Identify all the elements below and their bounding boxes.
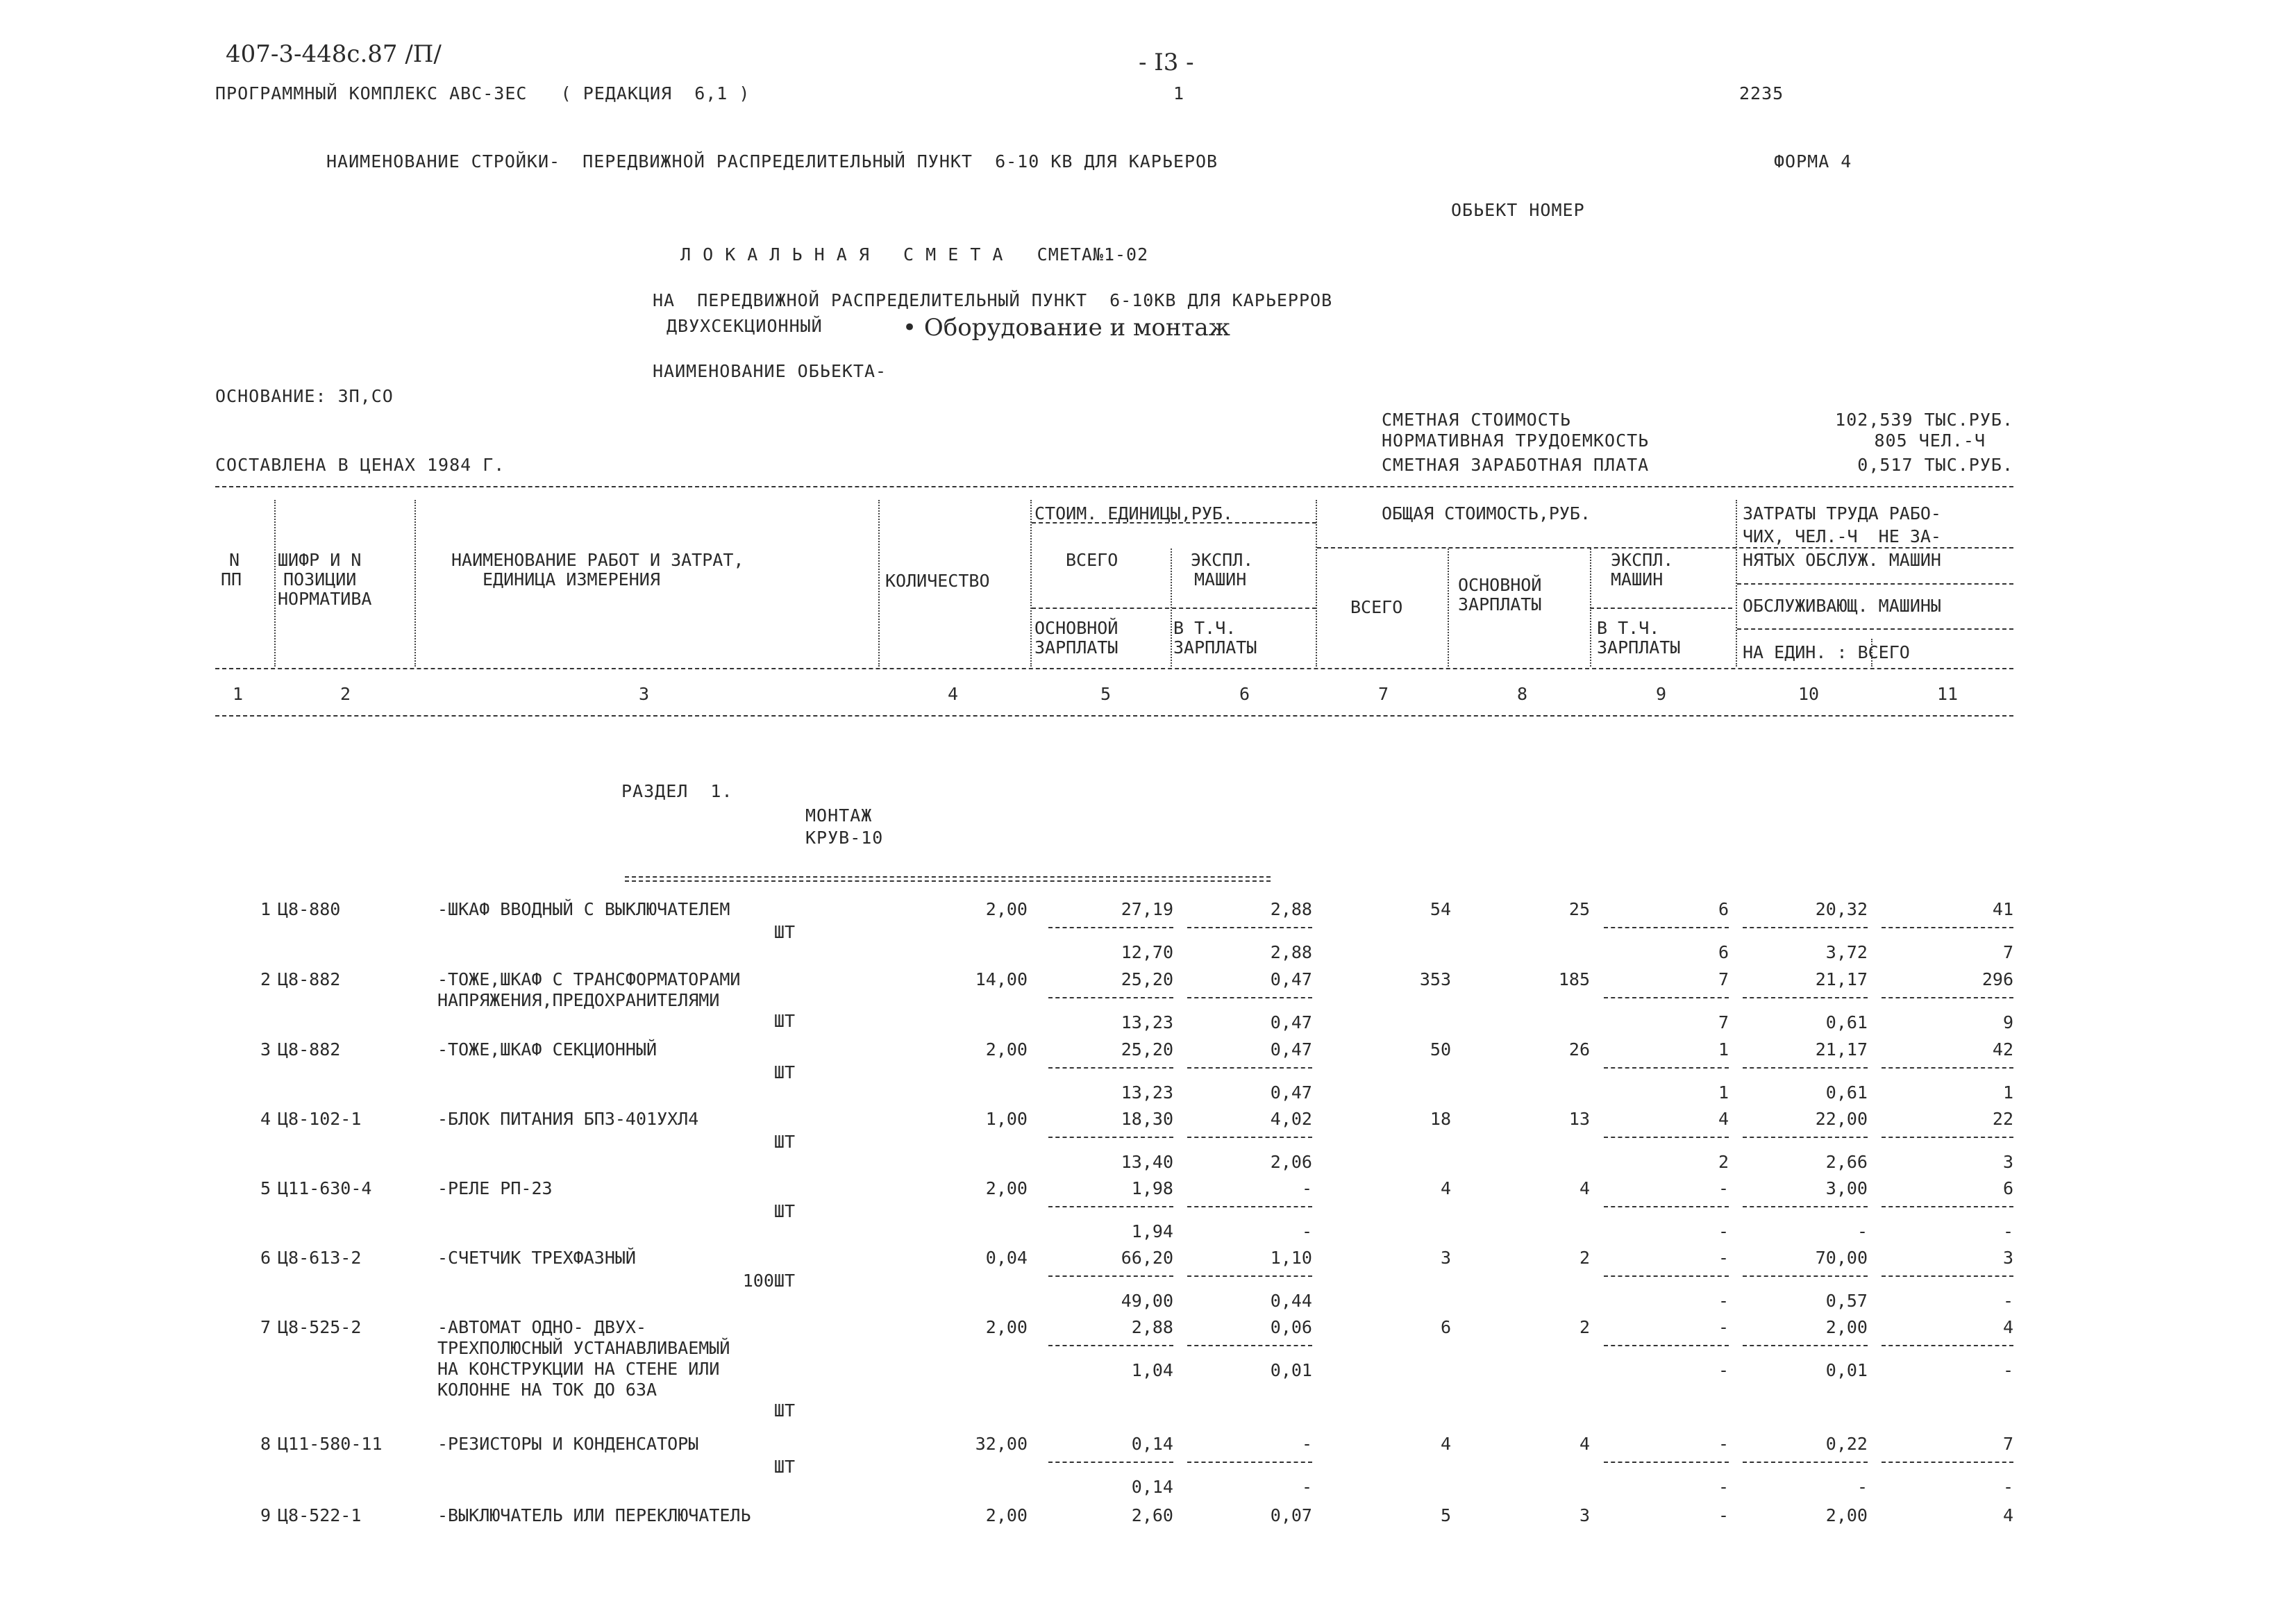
rule-labor-2 (1737, 628, 2013, 630)
doc-title: Л О К А Л Ь Н А Я С М Е Т А СМЕТА№1-02 (680, 244, 1149, 265)
page-number: - I3 - (1139, 49, 1194, 76)
row-8-total-cost: 4 (1440, 1434, 1451, 1454)
row-3-wage-in-machines-total: 1 (1718, 1082, 1729, 1103)
row-8-machine-labor-unit: - (1857, 1477, 1868, 1497)
row-6-basic-wage: 2 (1579, 1248, 1590, 1268)
summary-label-1: СМЕТНАЯ СТОИМОСТЬ (1382, 410, 1571, 430)
row-2-unit-cost-machines: 0,47 (1270, 969, 1312, 989)
row-5-unit: ШТ (773, 1201, 795, 1221)
row-4-basic-wage: 13 (1568, 1109, 1590, 1129)
row-2-quantity: 14,00 (975, 969, 1028, 989)
row-1-unit: ШТ (773, 922, 795, 942)
row-4-code: Ц8-102-1 (278, 1109, 362, 1129)
summary-label-3: СМЕТНАЯ ЗАРАБОТНАЯ ПЛАТА (1382, 455, 1650, 475)
row-1-number: 1 (260, 899, 271, 919)
colnum-7: 7 (1378, 684, 1389, 704)
row-1-machines-total: 6 (1718, 899, 1729, 919)
rule-unit-cost-sub (1032, 608, 1316, 609)
col2-line1: ШИФР И N (278, 550, 362, 570)
row-5-labor-total: 6 (2002, 1178, 2013, 1198)
colnum-6: 6 (1239, 684, 1250, 704)
row-6-rule-col9 (1604, 1275, 1729, 1277)
colnum-4: 4 (948, 684, 959, 704)
row-4-machine-labor-unit: 2,66 (1825, 1152, 1868, 1172)
col3-line1: НАИМЕНОВАНИЕ РАБОТ И ЗАТРАТ, (451, 550, 744, 570)
row-5-total-cost: 4 (1440, 1178, 1451, 1198)
row-5-machines-total: - (1718, 1178, 1729, 1198)
col9-line1: ЭКСПЛ. (1611, 550, 1674, 570)
row-2-labor-total: 296 (1981, 969, 2013, 989)
row-3-unit-cost-machines: 0,47 (1270, 1039, 1312, 1060)
colnum-10: 10 (1798, 684, 1820, 704)
document-code: 407-3-448с.87 /П/ (226, 40, 442, 68)
col2-line3: НОРМАТИВА (278, 589, 372, 609)
row-1-unit-cost-machines: 2,88 (1270, 899, 1312, 919)
row-2-name-line-1: -ТОЖЕ,ШКАФ С ТРАНСФОРМАТОРАМИ (437, 969, 741, 989)
row-6-unit: 100ШТ (742, 1271, 795, 1291)
row-9-total-cost: 5 (1440, 1505, 1451, 1525)
row-3-machines-total: 1 (1718, 1039, 1729, 1060)
row-5-basic-wage: 4 (1579, 1178, 1590, 1198)
row-7-rule-col9 (1604, 1345, 1729, 1346)
construction-name: НАИМЕНОВАНИЕ СТРОЙКИ- ПЕРЕДВИЖНОЙ РАСПРЕДЕЛИТЕЛЬНЫЙ ПУНКТ 6-10 КВ ДЛЯ КАРЬЕРОВ (326, 151, 1218, 171)
col3-line2: ЕДИНИЦА ИЗМЕРЕНИЯ (483, 569, 660, 589)
row-5-unit-cost-total: 1,98 (1131, 1178, 1173, 1198)
row-6-number: 6 (260, 1248, 271, 1268)
row-9-name-line-1: -ВЫКЛЮЧАТЕЛЬ ИЛИ ПЕРЕКЛЮЧАТЕЛЬ (437, 1505, 751, 1525)
row-4-name-line-1: -БЛОК ПИТАНИЯ БПЗ-401УХЛ4 (437, 1109, 699, 1129)
row-7-labor-total: 4 (2002, 1317, 2013, 1337)
row-2-machine-labor-total: 9 (2002, 1012, 2013, 1032)
col9-line3: В Т.Ч. (1597, 618, 1660, 638)
row-7-name-line-1: -АВТОМАТ ОДНО- ДВУХ- (437, 1317, 647, 1337)
labor-line3: НЯТЫХ ОБСЛУЖ. МАШИН (1743, 550, 1941, 570)
row-8-rule-col9 (1604, 1462, 1729, 1463)
row-8-basic-wage-unit: 0,14 (1131, 1477, 1173, 1497)
row-5-rule-col11 (1882, 1206, 2013, 1207)
row-8-quantity: 32,00 (975, 1434, 1028, 1454)
rule-col9-sub (1590, 608, 1732, 609)
row-3-basic-wage: 26 (1568, 1039, 1590, 1060)
sep-4 (1030, 500, 1032, 667)
row-4-basic-wage-unit: 13,40 (1121, 1152, 1173, 1172)
row-7-wage-in-machines: 0,01 (1270, 1360, 1312, 1380)
row-7-labor-per-unit: 2,00 (1825, 1317, 1868, 1337)
row-2-total-cost: 353 (1419, 969, 1451, 989)
row-7-name-line-4: КОЛОННЕ НА ТОК ДО 63А (437, 1380, 657, 1400)
row-5-name-line-1: -РЕЛЕ РП-23 (437, 1178, 553, 1198)
row-3-rule-col6 (1187, 1067, 1312, 1069)
rule-total-cost (1317, 547, 2013, 549)
row-5-machine-labor-unit: - (1857, 1221, 1868, 1241)
header-rule-top (215, 486, 2013, 487)
sep-2 (414, 500, 416, 667)
row-9-basic-wage: 3 (1579, 1505, 1590, 1525)
code-right: 2235 (1739, 83, 1784, 103)
colnum-3: 3 (639, 684, 650, 704)
labor-sub: ОБСЛУЖИВАЮЩ. МАШИНЫ (1743, 596, 1941, 616)
colnum-8: 8 (1517, 684, 1528, 704)
row-3-machine-labor-unit: 0,61 (1825, 1082, 1868, 1103)
row-6-unit-cost-machines: 1,10 (1270, 1248, 1312, 1268)
section-label: РАЗДЕЛ 1. (621, 781, 733, 801)
row-1-basic-wage-unit: 12,70 (1121, 942, 1173, 962)
row-7-unit-cost-total: 2,88 (1131, 1317, 1173, 1337)
row-6-machine-labor-total: - (2002, 1291, 2013, 1311)
row-3-labor-per-unit: 21,17 (1815, 1039, 1868, 1060)
row-7-code: Ц8-525-2 (278, 1317, 362, 1337)
row-7-basic-wage-unit: 1,04 (1131, 1360, 1173, 1380)
row-6-rule-col11 (1882, 1275, 2013, 1277)
row-4-labor-total: 22 (1992, 1109, 2013, 1129)
row-5-machine-labor-total: - (2002, 1221, 2013, 1241)
row-5-code: Ц11-630-4 (278, 1178, 372, 1198)
row-7-unit-cost-machines: 0,06 (1270, 1317, 1312, 1337)
summary-value-1: 102,539 ТЫС.РУБ. (1835, 410, 2013, 430)
row-3-rule-col9 (1604, 1067, 1729, 1069)
row-8-machines-total: - (1718, 1434, 1729, 1454)
row-8-unit-cost-machines: - (1301, 1434, 1312, 1454)
marker: 1 (1173, 83, 1185, 103)
sep-3 (878, 500, 880, 667)
row-5-wage-in-machines-total: - (1718, 1221, 1729, 1241)
colnum-5: 5 (1100, 684, 1112, 704)
row-3-quantity: 2,00 (985, 1039, 1028, 1060)
row-6-rule-col6 (1187, 1275, 1312, 1277)
row-4-wage-in-machines-total: 2 (1718, 1152, 1729, 1172)
object-name: НАИМЕНОВАНИЕ ОБЬЕКТА- (653, 361, 887, 381)
row-6-machines-total: - (1718, 1248, 1729, 1268)
row-1-rule-col10 (1743, 927, 1868, 928)
row-5-rule-col6 (1187, 1206, 1312, 1207)
row-4-rule-col6 (1187, 1137, 1312, 1138)
row-1-wage-in-machines-total: 6 (1718, 942, 1729, 962)
row-7-quantity: 2,00 (985, 1317, 1028, 1337)
row-9-labor-total: 4 (2002, 1505, 2013, 1525)
row-1-rule-col9 (1604, 927, 1729, 928)
row-1-total-cost: 54 (1430, 899, 1451, 919)
row-8-unit: ШТ (773, 1457, 795, 1477)
row-5-unit-cost-machines: - (1301, 1178, 1312, 1198)
row-1-unit-cost-total: 27,19 (1121, 899, 1173, 919)
row-8-rule-col11 (1882, 1462, 2013, 1463)
row-4-rule-col10 (1743, 1137, 1868, 1138)
row-7-rule-col5 (1048, 1345, 1173, 1346)
row-3-number: 3 (260, 1039, 271, 1060)
row-4-total-cost: 18 (1430, 1109, 1451, 1129)
row-1-wage-in-machines: 2,88 (1270, 942, 1312, 962)
row-1-code: Ц8-880 (278, 899, 341, 919)
row-2-unit-cost-total: 25,20 (1121, 969, 1173, 989)
summary-label-2: НОРМАТИВНАЯ ТРУДОЕМКОСТЬ (1382, 430, 1650, 451)
row-7-total-cost: 6 (1440, 1317, 1451, 1337)
basis: ОСНОВАНИЕ: ЗП,СО (215, 386, 394, 406)
row-6-quantity: 0,04 (985, 1248, 1028, 1268)
colnum-11: 11 (1937, 684, 1959, 704)
labor-line2: ЧИХ, ЧЕЛ.-Ч НЕ ЗА- (1743, 526, 1941, 546)
row-2-code: Ц8-882 (278, 969, 341, 989)
row-8-unit-cost-total: 0,14 (1131, 1434, 1173, 1454)
col6-expl-2: МАШИН (1194, 569, 1247, 589)
summary-value-2: 805 ЧЕЛ.-Ч (1874, 430, 1986, 451)
row-8-code: Ц11-580-11 (278, 1434, 383, 1454)
col7-all: ВСЕГО (1350, 597, 1403, 617)
row-6-basic-wage-unit: 49,00 (1121, 1291, 1173, 1311)
row-4-machine-labor-total: 3 (2002, 1152, 2013, 1172)
row-7-machine-labor-total: - (2002, 1360, 2013, 1380)
col1-line1: N (229, 550, 240, 570)
row-5-basic-wage-unit: 1,94 (1131, 1221, 1173, 1241)
row-4-unit: ШТ (773, 1132, 795, 1152)
row-4-rule-col5 (1048, 1137, 1173, 1138)
row-8-labor-per-unit: 0,22 (1825, 1434, 1868, 1454)
row-4-labor-per-unit: 22,00 (1815, 1109, 1868, 1129)
total-cost-header: ОБЩАЯ СТОИМОСТЬ,РУБ. (1382, 503, 1591, 524)
section-double-rule (625, 876, 1271, 882)
row-6-wage-in-machines: 0,44 (1270, 1291, 1312, 1311)
row-7-rule-col10 (1743, 1345, 1868, 1346)
row-2-rule-col5 (1048, 997, 1173, 998)
row-1-machine-labor-unit: 3,72 (1825, 942, 1868, 962)
row-8-labor-total: 7 (2002, 1434, 2013, 1454)
row-9-number: 9 (260, 1505, 271, 1525)
on-line: НА ПЕРЕДВИЖНОЙ РАСПРЕДЕЛИТЕЛЬНЫЙ ПУНКТ 6-10КВ ДЛЯ КАРЬЕРРОВ (653, 290, 1333, 310)
colnum-1: 1 (233, 684, 244, 704)
row-2-basic-wage: 185 (1558, 969, 1590, 989)
row-2-basic-wage-unit: 13,23 (1121, 1012, 1173, 1032)
row-1-rule-col11 (1882, 927, 2013, 928)
row-3-wage-in-machines: 0,47 (1270, 1082, 1312, 1103)
row-6-code: Ц8-613-2 (278, 1248, 362, 1268)
row-2-number: 2 (260, 969, 271, 989)
row-9-labor-per-unit: 2,00 (1825, 1505, 1868, 1525)
summary-value-3: 0,517 ТЫС.РУБ. (1857, 455, 2013, 475)
row-6-unit-cost-total: 66,20 (1121, 1248, 1173, 1268)
row-3-rule-col11 (1882, 1067, 2013, 1069)
row-2-machine-labor-unit: 0,61 (1825, 1012, 1868, 1032)
row-8-machine-labor-total: - (2002, 1477, 2013, 1497)
row-6-wage-in-machines-total: - (1718, 1291, 1729, 1311)
row-2-rule-col9 (1604, 997, 1729, 998)
row-5-labor-per-unit: 3,00 (1825, 1178, 1868, 1198)
header-rule-mid (215, 668, 2013, 669)
row-4-rule-col11 (1882, 1137, 2013, 1138)
row-6-rule-col5 (1048, 1275, 1173, 1277)
row-8-name-line-1: -РЕЗИСТОРЫ И КОНДЕНСАТОРЫ (437, 1434, 699, 1454)
two-section: ДВУХСЕКЦИОННЫЙ (667, 316, 823, 336)
row-2-labor-per-unit: 21,17 (1815, 969, 1868, 989)
row-3-basic-wage-unit: 13,23 (1121, 1082, 1173, 1103)
sep-7 (1448, 549, 1449, 667)
row-2-rule-col10 (1743, 997, 1868, 998)
row-3-total-cost: 50 (1430, 1039, 1451, 1060)
col6-incl-2: ЗАРПЛАТЫ (1173, 637, 1257, 658)
rule-labor-1 (1737, 583, 2013, 585)
row-7-name-line-2: ТРЕХПОЛЮСНЫЙ УСТАНАВЛИВАЕМЫЙ (437, 1338, 730, 1358)
row-6-rule-col10 (1743, 1275, 1868, 1277)
col9-line4: ЗАРПЛАТЫ (1597, 637, 1681, 658)
row-6-machine-labor-unit: 0,57 (1825, 1291, 1868, 1311)
row-4-unit-cost-machines: 4,02 (1270, 1109, 1312, 1129)
program-line: ПРОГРАММНЫЙ КОМПЛЕКС АВС-3ЕС ( РЕДАКЦИЯ 6,1 ) (215, 83, 751, 103)
row-2-wage-in-machines: 0,47 (1270, 1012, 1312, 1032)
labor-line1: ЗАТРАТЫ ТРУДА РАБО- (1743, 503, 1941, 524)
row-5-rule-col5 (1048, 1206, 1173, 1207)
object-number: ОБЬЕКТ НОМЕР (1451, 200, 1585, 220)
row-2-unit: ШТ (773, 1011, 795, 1031)
row-7-machines-total: - (1718, 1317, 1729, 1337)
row-1-rule-col5 (1048, 927, 1173, 928)
rule-unit-cost (1032, 522, 1316, 524)
row-7-basic-wage: 2 (1579, 1317, 1590, 1337)
row-3-rule-col10 (1743, 1067, 1868, 1069)
row-4-wage-in-machines: 2,06 (1270, 1152, 1312, 1172)
row-5-rule-col9 (1604, 1206, 1729, 1207)
unit-cost-header: СТОИМ. ЕДИНИЦЫ,РУБ. (1034, 503, 1233, 524)
row-9-unit-cost-total: 2,60 (1131, 1505, 1173, 1525)
row-2-wage-in-machines-total: 7 (1718, 1012, 1729, 1032)
row-8-rule-col6 (1187, 1462, 1312, 1463)
row-7-rule-col6 (1187, 1345, 1312, 1346)
prices-line: СОСТАВЛЕНА В ЦЕНАХ 1984 Г. (215, 455, 505, 475)
section-sub1: МОНТАЖ (805, 805, 873, 826)
row-3-code: Ц8-882 (278, 1039, 341, 1060)
col9-line2: МАШИН (1611, 569, 1664, 589)
row-4-rule-col9 (1604, 1137, 1729, 1138)
row-9-quantity: 2,00 (985, 1505, 1028, 1525)
handwritten-note: • Оборудование и монтаж (903, 314, 1230, 342)
col5-wage-2: ЗАРПЛАТЫ (1034, 637, 1118, 658)
row-9-machines-total: - (1718, 1505, 1729, 1525)
row-6-labor-per-unit: 70,00 (1815, 1248, 1868, 1268)
row-3-name-line-1: -ТОЖЕ,ШКАФ СЕКЦИОННЫЙ (437, 1039, 657, 1060)
sep-10 (1871, 639, 1872, 667)
col8-line1: ОСНОВНОЙ (1458, 575, 1542, 595)
row-3-machine-labor-total: 1 (2002, 1082, 2013, 1103)
row-3-labor-total: 42 (1992, 1039, 2013, 1060)
row-6-labor-total: 3 (2002, 1248, 2013, 1268)
row-5-wage-in-machines: - (1301, 1221, 1312, 1241)
col5-wage-1: ОСНОВНОЙ (1034, 618, 1118, 638)
row-1-labor-total: 41 (1992, 899, 2013, 919)
row-8-basic-wage: 4 (1579, 1434, 1590, 1454)
row-7-number: 7 (260, 1317, 271, 1337)
row-4-number: 4 (260, 1109, 271, 1129)
row-3-rule-col5 (1048, 1067, 1173, 1069)
row-5-rule-col10 (1743, 1206, 1868, 1207)
row-7-rule-col11 (1882, 1345, 2013, 1346)
row-1-machine-labor-total: 7 (2002, 942, 2013, 962)
row-8-wage-in-machines-total: - (1718, 1477, 1729, 1497)
row-2-machines-total: 7 (1718, 969, 1729, 989)
col6-expl-1: ЭКСПЛ. (1191, 550, 1254, 570)
row-8-rule-col5 (1048, 1462, 1173, 1463)
row-3-unit: ШТ (773, 1062, 795, 1082)
row-5-number: 5 (260, 1178, 271, 1198)
row-1-basic-wage: 25 (1568, 899, 1590, 919)
col1-line2: ПП (221, 569, 242, 589)
row-6-name-line-1: -СЧЕТЧИК ТРЕХФАЗНЫЙ (437, 1248, 636, 1268)
row-7-name-line-3: НА КОНСТРУКЦИИ НА СТЕНЕ ИЛИ (437, 1359, 720, 1379)
row-6-total-cost: 3 (1440, 1248, 1451, 1268)
row-7-unit: ШТ (773, 1400, 795, 1421)
row-2-name-line-2: НАПРЯЖЕНИЯ,ПРЕДОХРАНИТЕЛЯМИ (437, 990, 720, 1010)
row-8-wage-in-machines: - (1301, 1477, 1312, 1497)
row-2-rule-col11 (1882, 997, 2013, 998)
sep-6 (1316, 500, 1317, 667)
row-1-quantity: 2,00 (985, 899, 1028, 919)
row-3-unit-cost-total: 25,20 (1121, 1039, 1173, 1060)
row-5-quantity: 2,00 (985, 1178, 1028, 1198)
row-9-unit-cost-machines: 0,07 (1270, 1505, 1312, 1525)
form-label: ФОРМА 4 (1774, 151, 1852, 171)
col8-line2: ЗАРПЛАТЫ (1458, 594, 1542, 614)
section-sub2: КРУВ-10 (805, 828, 884, 848)
row-8-number: 8 (260, 1434, 271, 1454)
row-4-unit-cost-total: 18,30 (1121, 1109, 1173, 1129)
header-rule-bottom (215, 715, 2013, 717)
row-1-name-line-1: -ШКАФ ВВОДНЫЙ С ВЫКЛЮЧАТЕЛЕМ (437, 899, 730, 919)
colnum-2: 2 (340, 684, 351, 704)
sep-1 (274, 500, 276, 667)
row-7-wage-in-machines-total: - (1718, 1360, 1729, 1380)
row-2-rule-col6 (1187, 997, 1312, 998)
col6-incl-1: В Т.Ч. (1173, 618, 1237, 638)
row-4-machines-total: 4 (1718, 1109, 1729, 1129)
col4-header: КОЛИЧЕСТВО (885, 571, 990, 591)
row-1-rule-col6 (1187, 927, 1312, 928)
colnum-9: 9 (1656, 684, 1667, 704)
row-8-rule-col10 (1743, 1462, 1868, 1463)
labor-sub2: НА ЕДИН. : ВСЕГО (1743, 642, 1910, 662)
row-7-machine-labor-unit: 0,01 (1825, 1360, 1868, 1380)
row-9-code: Ц8-522-1 (278, 1505, 362, 1525)
col2-line2: ПОЗИЦИИ (283, 569, 357, 589)
row-1-labor-per-unit: 20,32 (1815, 899, 1868, 919)
col5-all: ВСЕГО (1066, 550, 1118, 570)
row-4-quantity: 1,00 (985, 1109, 1028, 1129)
